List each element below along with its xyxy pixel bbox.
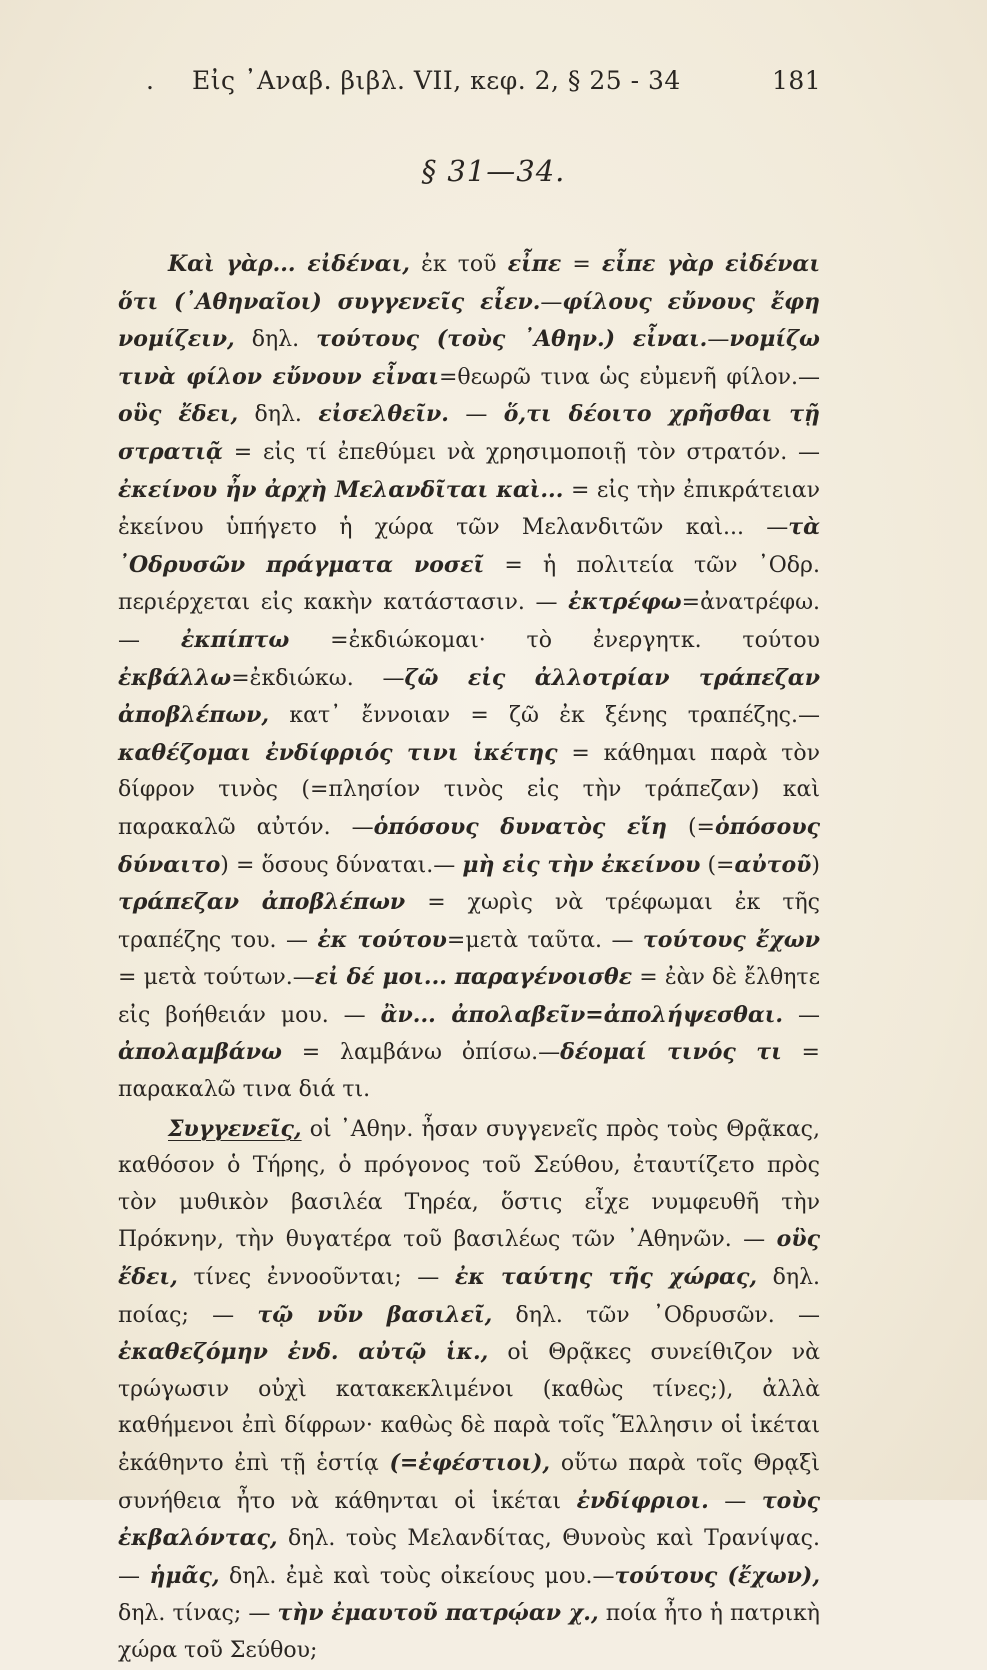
lemma-term: φίλους εὔνους ἔφη νομίζειν, [118, 288, 821, 353]
gloss-text: οἱ Θρᾷκες συνείθιζον νὰ τρώγωσιν οὐχὶ κατακεκλιμένοι (καθὼς τίνες;), ἀλλὰ καθήμενοι ἐπὶ δίφρων· καθὼς δὲ παρὰ τοῖς Ἕλλησιν οἱ ἱκέται ἐκάθηντο ἐπὶ τῇ ἑστίᾳ [118, 1340, 820, 1476]
gloss-text: =ἐκδιώκω. — [231, 665, 405, 691]
gloss-text: δηλ. [238, 402, 319, 428]
commentary-body [118, 246, 820, 1670]
section-heading: § 31—34. [421, 154, 566, 188]
gloss-text: — [707, 327, 730, 353]
lemma-term: καθέζομαι ἐνδίφριός τινι ἱκέτης [118, 739, 558, 766]
gloss-text: δηλ. ἐμὲ καὶ τοὺς οἰκείους μου.— [219, 1563, 615, 1589]
lemma-term: εἶπε γὰρ εἰδέναι ὅτι (᾿Αθηναῖοι) συγγενεῖς εἶεν. [118, 251, 821, 315]
gloss-text: =μετὰ ταῦτα. — [446, 927, 643, 953]
gloss-text: =θεωρῶ τινα ὡς εὐμενῆ φίλον.— [438, 364, 820, 390]
gloss-text: ) = ὅσους δύναται.— [220, 852, 463, 878]
gloss-text: — [448, 402, 504, 428]
lemma-term: ὅ,τι δέοιτο χρῆσθαι τῇ στρατιᾷ [118, 401, 820, 465]
gloss-text: = χωρὶς νὰ τρέφωμαι ἐκ τῆς τραπέζης του. — [118, 890, 820, 953]
gloss-text: δηλ. [234, 327, 317, 353]
lemma-term: ζῶ εἰς ἀλλοτρίαν τράπεζαν ἀποβλέπων, [118, 664, 820, 729]
lemma-term: εἶπε [507, 251, 562, 277]
gloss-text: (= [666, 814, 715, 840]
page-number: 181 [772, 66, 822, 95]
paragraph-2 [118, 1111, 820, 1670]
gloss-text: οὕτω παρὰ τοῖς Θρᾳξὶ συνήθεια ἦτο νὰ κάθηνται οἱ ἱκέται [118, 1451, 820, 1514]
lemma-term: ὁπόσους δυνατὸς εἴη [373, 813, 667, 840]
lemma-term: ἐκ τούτου [317, 926, 447, 953]
lemma-term: οὓς ἔδει, [118, 401, 239, 428]
gloss-text: οἱ ᾿Αθην. ἦσαν συγγενεῖς πρὸς τοὺς Θρᾷκας, καθόσον ὁ Τήρης, ὁ πρόγονος τοῦ Σεύθου, ἐταυτίζετο πρὸς τὸν μυθικὸν βασιλέα Τηρέα, ὅστις εἶχε νυμφευθῆ τὴν Πρόκνην, τὴν θυγατέρα τοῦ βασιλέως τῶν ᾿Αθηνῶν. — [118, 1116, 820, 1253]
gloss-text: δηλ. τοὺς Μελανδίτας, Θυνοὺς καὶ Τρανίψας. — [118, 1526, 820, 1589]
lemma-term: εἰ δέ μοι... παραγένοισθε [314, 964, 633, 991]
gloss-text: κατ᾿ ἔννοιαν = ζῶ ἐκ ξένης τραπέζης.— [269, 703, 820, 729]
lemma-term: μὴ εἰς τὴν ἐκείνου [462, 851, 701, 878]
gloss-text: — [540, 289, 563, 315]
lemma-term: ἐκτρέφω [568, 589, 682, 616]
paragraph-1 [118, 246, 820, 1109]
gloss-text: = ἐὰν δὲ ἔλθητε εἰς βοήθειάν μου. — [118, 965, 820, 1028]
lemma-term: (=ἐφέστιοι), [389, 1450, 551, 1476]
lemma-term: οὓς ἔδει, [118, 1226, 820, 1291]
lemma-term: ὁπόσους δύναιτο [118, 813, 820, 878]
lemma-term: τῷ νῦν βασιλεῖ, [257, 1301, 493, 1328]
gloss-text: =ἐκδιώκομαι· τὸ ἐνεργητκ. τούτου [289, 627, 820, 653]
gloss-text: = εἰς τί ἐπεθύμει νὰ χρησιμοποιῇ τὸν στρατόν. — [222, 439, 820, 465]
gloss-text: = ἡ πολιτεία τῶν ᾿Οδρ. περιέρχεται εἰς κακὴν κατάστασιν. — [118, 552, 820, 616]
lemma-term: Συγγενεῖς, [168, 1115, 302, 1142]
gloss-text: δηλ. τῶν ᾿Οδρυσῶν. — [492, 1302, 821, 1328]
gloss-text: — [708, 1488, 762, 1514]
lemma-term: ἂν... ἀπολαβεῖν=ἀπολήψεσθαι. [380, 1001, 784, 1028]
gloss-text: = παρακαλῶ τινα διά τι. [118, 1040, 820, 1103]
lemma-term: ἡμᾶς, [149, 1562, 220, 1589]
gloss-text: ἐκ τοῦ [409, 252, 508, 277]
gloss-text: = εἰς τὴν ἐπικράτειαν ἐκείνου ὑπήγετο ἡ χώρα τῶν Μελανδιτῶν καὶ... — [118, 477, 820, 541]
gloss-text: — [783, 1002, 821, 1028]
gloss-text: =ἀνατρέφω. — [118, 590, 820, 653]
lemma-term: εἰσελθεῖν. [318, 401, 449, 428]
running-title: Εἰς ᾿Αναβ. βιβλ. VII, κεφ. 2, § 25 - 34 [192, 66, 681, 95]
header-dot: . [146, 66, 155, 95]
gloss-text: = λαμβάνω ὀπίσω.— [281, 1040, 561, 1066]
lemma-term: ἐκ ταύτης τῆς χώρας, [454, 1264, 758, 1291]
gloss-text: δηλ. τίνας; — [118, 1601, 278, 1627]
lemma-term: ἐκαθεζόμην ἐνδ. αὐτῷ ἱκ., [118, 1339, 489, 1366]
lemma-term: αὐτοῦ [734, 851, 812, 878]
gloss-text: ) [811, 852, 821, 878]
lemma-term: τούτους (ἔχων), [614, 1562, 820, 1589]
lemma-term: τὴν ἐμαυτοῦ πατρῴαν χ., [277, 1600, 599, 1627]
lemma-term: νομίζω τινὰ φίλον εὔνουν εἶναι [118, 326, 820, 390]
lemma-term: δέομαί τινός τι [560, 1039, 782, 1066]
lemma-term: ἐκβάλλω [118, 664, 232, 691]
lemma-term: Καὶ γὰρ... εἰδέναι, [168, 251, 410, 277]
lemma-term: τούτους (τοὺς ᾿Αθην.) εἶναι. [316, 326, 708, 353]
lemma-term: τούτους ἔχων [642, 926, 820, 953]
gloss-text: = [561, 252, 602, 277]
gloss-text: = κάθημαι παρὰ τὸν δίφρον τινὸς (=πλησίον τινὸς εἰς τὴν τράπεζαν) καὶ παρακαλῶ αὐτόν. — [118, 740, 820, 840]
lemma-term: ἐκπίπτω [180, 626, 290, 653]
lemma-term: ἐκείνου ἦν ἀρχὴ Μελανδῖται καὶ... [118, 476, 564, 503]
lemma-term: ἀπολαμβάνω [118, 1039, 282, 1066]
lemma-term: τράπεζαν ἀποβλέπων [118, 889, 406, 916]
gloss-text: τίνες ἐννοοῦνται; — [177, 1265, 455, 1291]
gloss-text: δηλ. ποίας; — [118, 1265, 820, 1328]
gloss-text: = μετὰ τούτων.— [118, 965, 315, 991]
gloss-text: ποία ἦτο ἡ πατρικὴ χώρα τοῦ Σεύθου; [118, 1601, 820, 1663]
lemma-term: τὰ ᾿Οδρυσῶν πράγματα νοσεῖ [118, 514, 820, 578]
lemma-term: ἐνδίφριοι. [576, 1487, 709, 1514]
gloss-text: (= [700, 852, 735, 878]
lemma-term: τοὺς ἐκβαλόντας, [118, 1487, 820, 1552]
running-header [0, 66, 987, 102]
